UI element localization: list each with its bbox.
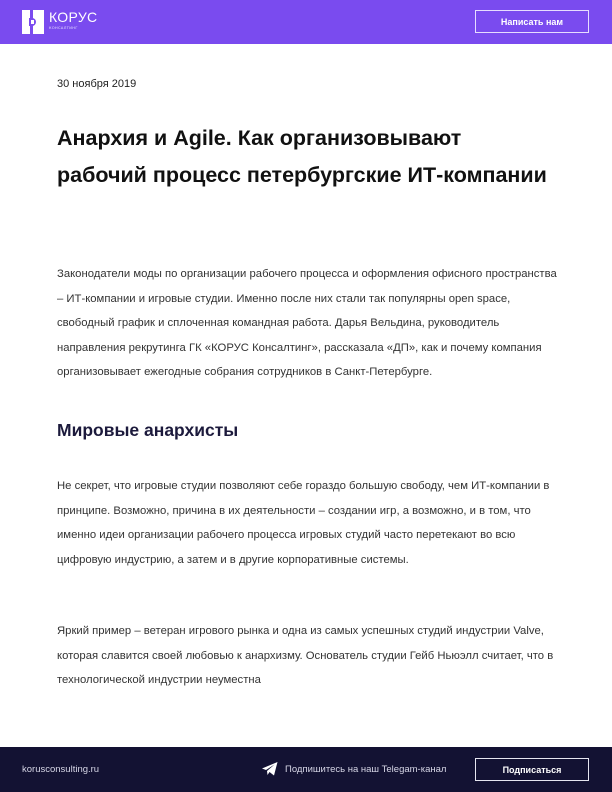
subscribe-button[interactable]: Подписаться [475,758,589,781]
article-paragraph: Не секрет, что игровые студии позволяют себе гораздо большую свободу, чем ИТ-компании в принципе. Возможно, причина в их деятельности – создании игр, а возможно, и в том, что именно идеи организации рабочего процесса игровых студий часто перетекают во всю цифровую индустрию, а затем и в другие корпоративные системы. [57,480,550,566]
korus-logo[interactable] [22,10,97,34]
top-header [0,0,612,44]
section-heading: Мировые анархисты [57,420,239,440]
footer [0,747,612,792]
logo-subtitle: КОНСАЛТИНГ [49,26,78,30]
telegram-plane-icon [262,762,278,776]
article-intro: Законодатели моды по организации рабочего процесса и оформления офисного пространства – ИТ-компании и игровые студии. Именно после них стали так популярны open space, свободный график и сплоченная командная работа. Дарья Вельдина, руководитель направления рекрутинга ГК «КОРУС Консалтинг», рассказала «ДП», как и почему компания организовывает ежегодные собрания сотрудников в Санкт-Петербурге. [57,268,557,379]
article-date: 30 ноября 2019 [57,78,137,90]
telegram-promo-text: Подпишитесь на наш Telegam-канал [285,764,447,775]
logo-name: КОРУС [49,9,98,25]
contact-us-button[interactable]: Написать нам [475,10,589,33]
article-title: Анархия и Agile. Как организовывают рабочий процесс петербургские ИТ-компании [57,126,547,187]
site-link[interactable]: korusconsulting.ru [22,764,100,775]
article-paragraph: Яркий пример – ветеран игрового рынка и одна из самых успешных студий индустрии Valve, которая славится своей любовью к анархизму. Основатель студии Гейб Ньюэлл считает, что в технологической индустрии неуместна [57,625,554,687]
korus-logo-icon [22,10,44,34]
